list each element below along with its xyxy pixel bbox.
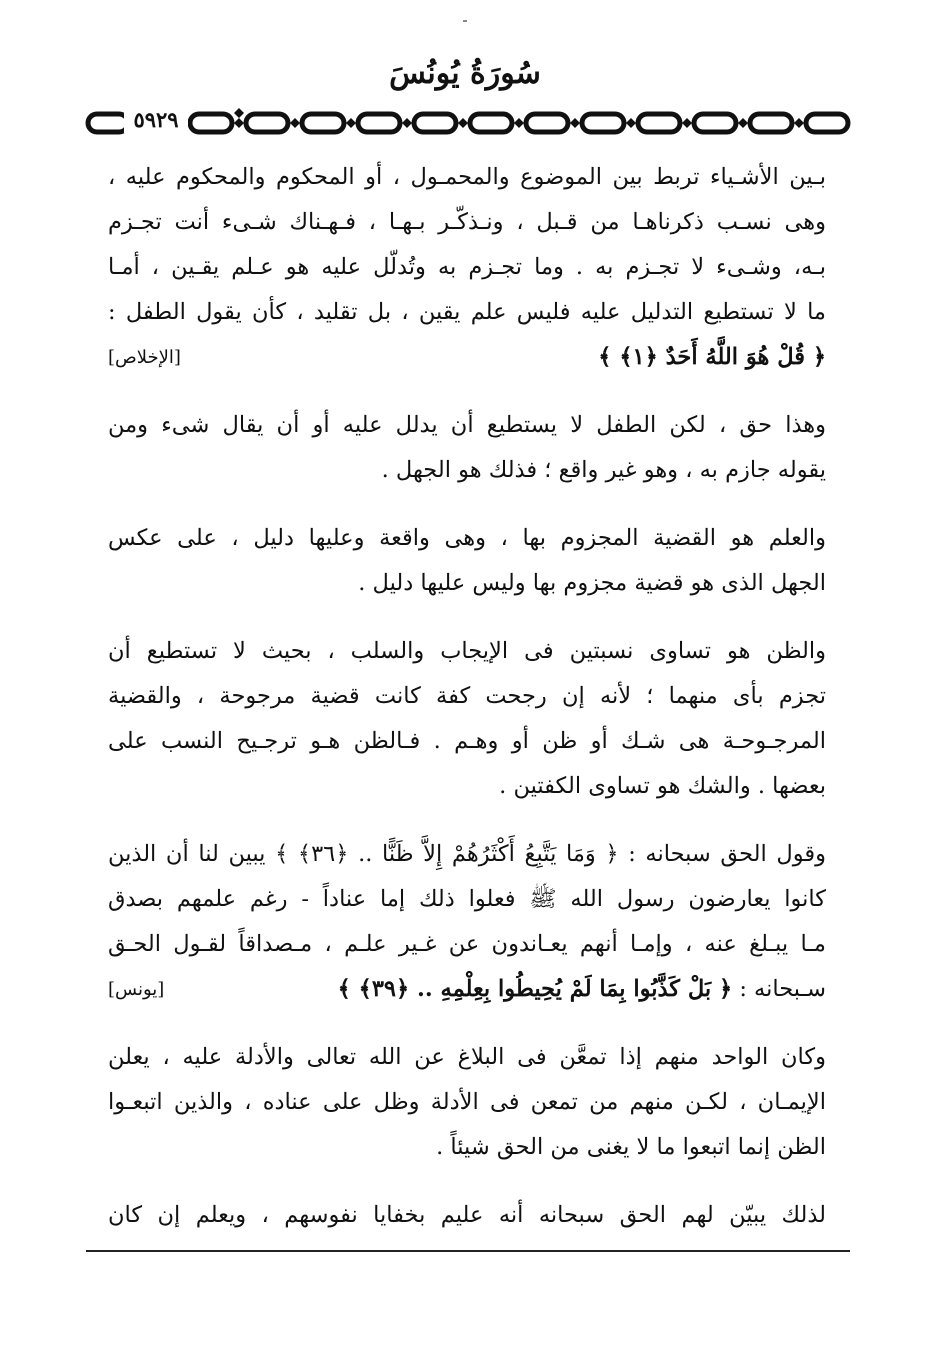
text-line: يقوله جازم به ، وهو غير واقع ؛ فذلك هو الجهل . — [381, 457, 826, 483]
text-line: الجهل الذى هو قضية مجزوم بها وليس عليها دليل . — [358, 570, 826, 596]
text-line: وهى نسـب ذكرناهـا من قـبل ، ونـذكّـر بـهـا ، فـهـناك شـىء أنت تجـزم — [108, 209, 826, 235]
text-line: لذلك يبيّن لهم الحق سبحانه أنه عليم بخفايا نفوسهم ، ويعلم إن كان — [108, 1202, 826, 1228]
quran-verse: ﴿ قُلْ هُوَ اللَّهُ أَحَدٌ ﴿١﴾ ﴾ — [598, 344, 826, 370]
text-line: الإيمـان ، لكـن منهم من تمعن فى الأدلة وظل على عناده ، والذين اتبعـوا — [108, 1089, 826, 1115]
text-line: بـين الأشـياء تربط بين الموضوع والمحمـول ، أو المحكوم والمحكوم عليه ، — [108, 164, 826, 190]
text-line: تجزم بأى منهما ؛ لأنه إن رجحت كفة كانت قضية مرجوحة ، والقضية — [108, 683, 826, 709]
header-ornament-border — [84, 106, 854, 142]
surah-title: سُورَةُ يُونُسَ — [389, 56, 541, 91]
verse-line-prefix: سـبحانه : — [732, 976, 826, 1002]
text-line: والظن هو تساوى نسبتين فى الإيجاب والسلب ، بحيث لا تستطيع أن — [108, 638, 826, 664]
text-line: مـا يبـلغ عنه ، وإمـا أنهم يعـاندون عن غـير علـم ، مـصداقاً لقـول الحـق — [108, 931, 826, 957]
text-line: كانوا يعارضون رسول الله ﷺ فعلوا ذلك إما عناداً - رغم علمهم بصدق — [108, 886, 826, 912]
text-line: ما لا تستطيع التدليل عليه فليس علم يقين ، بل تقليد ، كأن يقول الطفل : — [108, 299, 826, 325]
text-line: بعضها . والشك هو تساوى الكفتين . — [499, 773, 826, 799]
verse-reference: [يونس] — [108, 979, 165, 1000]
text-line: والعلم هو القضية المجزوم بها ، وهى واقعة وعليها دليل ، على عكس — [108, 525, 826, 551]
text-line: وكان الواحد منهم إذا تمعَّن فى البلاغ عن الله تعالى والأدلة عليه ، يعلن — [108, 1044, 826, 1070]
text-line: وهذا حق ، لكن الطفل لا يستطيع أن يدلل عليه أو أن يقال شىء ومن — [108, 412, 826, 438]
verse-reference: [الإخلاص] — [108, 347, 181, 368]
text-line: المرجـوحـة هى شـك أو ظن أو وهـم . فـالظن هـو ترجـيح النسب على — [108, 728, 826, 754]
verse-line — [108, 335, 826, 380]
quran-verse: ﴿ بَلْ كَذَّبُوا بِمَا لَمْ يُحِيطُوا بِعِلْمِهِ .. ﴿٣٩﴾ ﴾ — [337, 976, 733, 1002]
verse-line — [108, 967, 826, 1012]
footer-rule — [86, 1250, 850, 1252]
body-text — [108, 155, 826, 1238]
page-number: ٥٩٢٩ — [124, 107, 188, 133]
text-line: بـه، وشـىء لا تجـزم به . وما تجـزم به وتُدلّل عليه هو عـلم يقـين ، أمـا — [108, 254, 826, 280]
text-line: وقول الحق سبحانه : ﴿ وَمَا يَتَّبِعُ أَكْثَرُهُمْ إِلاَّ ظَنًّا .. ﴿٣٦﴾ ﴾ يبين لنا أن الذين — [108, 841, 826, 867]
top-mark — [463, 20, 467, 22]
text-line: الظن إنما اتبعوا ما لا يغنى من الحق شيئاً . — [436, 1134, 826, 1160]
